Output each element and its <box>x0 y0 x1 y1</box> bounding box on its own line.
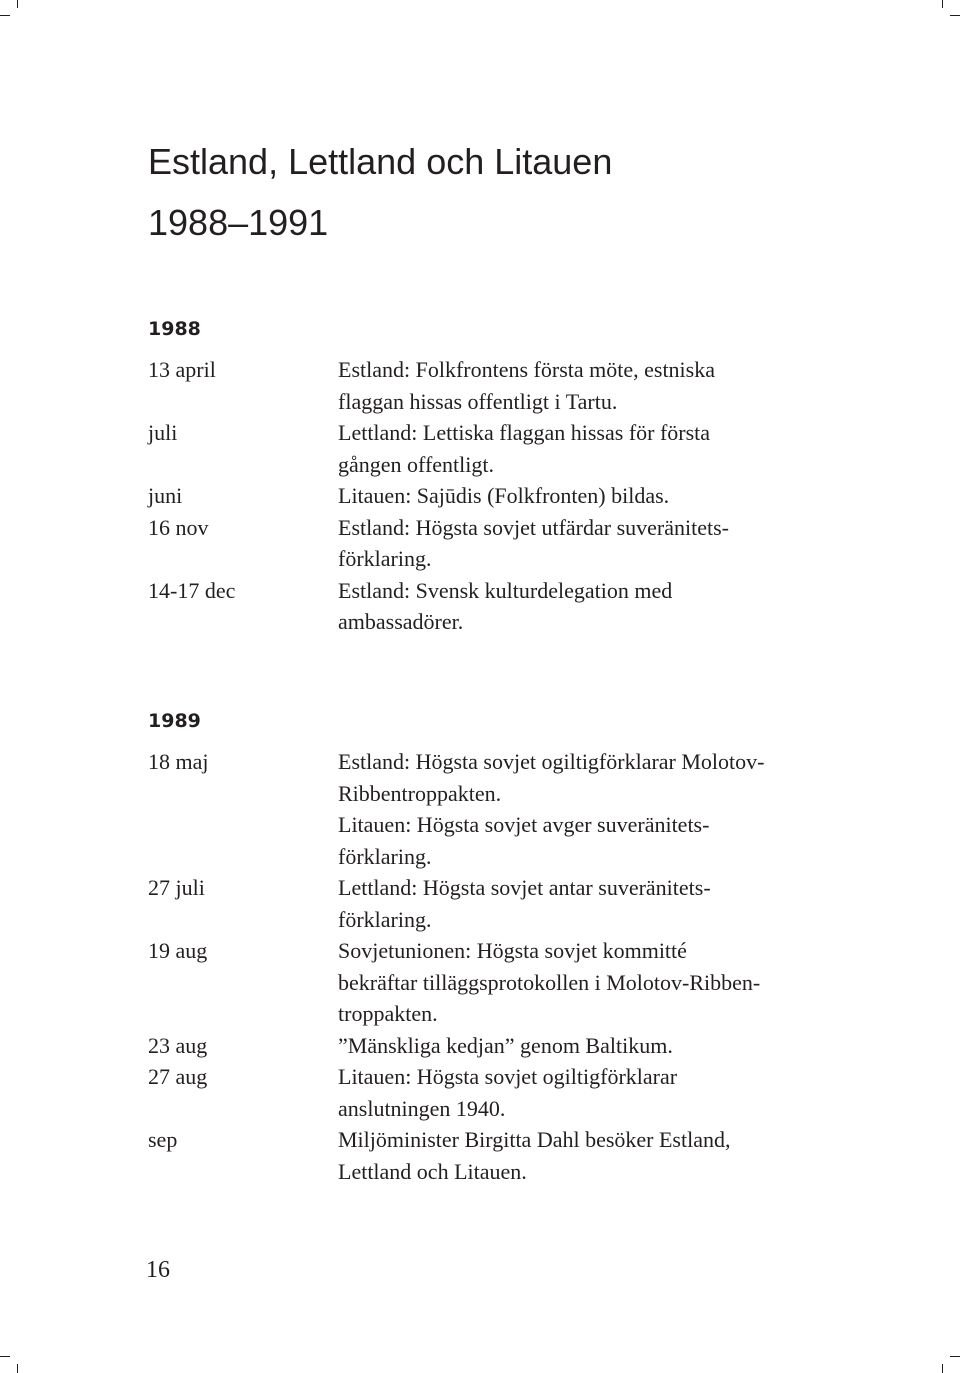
entry-date: 19 aug <box>148 938 208 963</box>
entry-date: 13 april <box>148 357 216 382</box>
entry-text <box>338 935 848 1030</box>
timeline-1988 <box>148 354 848 638</box>
crop-mark <box>942 1364 943 1373</box>
page-title: Estland, Lettland och Litauen <box>148 141 613 182</box>
entry-date: 18 maj <box>148 749 209 774</box>
entry-line: förklaring. <box>338 843 432 869</box>
crop-mark <box>17 0 18 8</box>
timeline-entry <box>148 872 848 935</box>
timeline-entry <box>148 1124 848 1187</box>
entry-date: 14-17 dec <box>148 577 236 603</box>
crop-mark <box>0 1356 10 1357</box>
entry-text <box>338 417 848 480</box>
entry-line: Litauen: Sajūdis (Folkfronten) bildas. <box>338 483 670 508</box>
entry-text <box>338 872 848 935</box>
entry-date: 27 juli <box>148 875 205 900</box>
entry-line: flaggan hissas offentligt i Tartu. <box>338 388 618 414</box>
year-heading-1988: 1988 <box>148 318 201 340</box>
timeline-entry <box>148 1030 848 1062</box>
entry-text <box>338 1124 848 1187</box>
entry-text <box>338 354 848 417</box>
timeline-entry <box>148 575 848 638</box>
timeline-entry <box>148 417 848 480</box>
entry-text <box>338 480 848 512</box>
timeline-entry <box>148 1061 848 1124</box>
timeline-entry <box>148 354 848 417</box>
entry-line: Lettland: Lettiska flaggan hissas för första <box>338 420 711 445</box>
page-subtitle: 1988–1991 <box>148 202 329 243</box>
crop-mark <box>950 1356 960 1357</box>
entry-line: förklaring. <box>338 906 432 932</box>
entry-date: juli <box>148 420 178 445</box>
crop-mark <box>17 1364 18 1373</box>
crop-mark <box>942 0 943 8</box>
timeline-entry <box>148 935 848 1030</box>
entry-date: juni <box>148 483 183 508</box>
entry-line: Miljöminister Birgitta Dahl besöker Estland, <box>338 1127 731 1152</box>
entry-line: Litauen: Högsta sovjet ogiltigförklarar <box>338 1064 678 1089</box>
entry-line: förklaring. <box>338 546 432 571</box>
year-heading-1989: 1989 <box>148 710 201 732</box>
entry-date: 23 aug <box>148 1032 208 1058</box>
entry-line: anslutningen 1940. <box>338 1095 506 1121</box>
entry-line: Sovjetunionen: Högsta sovjet kommitté <box>338 938 687 963</box>
entry-line: Litauen: Högsta sovjet avger suveränitets- <box>338 812 710 837</box>
entry-line: bekräftar tilläggsprotokollen i Molotov-Ribben- <box>338 969 761 995</box>
entry-line: Estland: Högsta sovjet ogiltigförklarar Molotov- <box>338 749 765 774</box>
entry-line: Estland: Högsta sovjet utfärdar suveränitets- <box>338 514 730 540</box>
crop-mark <box>950 15 960 16</box>
crop-mark <box>0 15 10 16</box>
entry-line: gången offentligt. <box>338 451 494 477</box>
entry-text <box>338 512 848 575</box>
entry-text <box>338 1030 848 1062</box>
timeline-1989 <box>148 746 848 1187</box>
entry-line: ”Mänskliga kedjan” genom Baltikum. <box>338 1032 673 1058</box>
entry-line: Lettland och Litauen. <box>338 1158 527 1184</box>
entry-line: ambassadörer. <box>338 609 464 634</box>
entry-date: 27 aug <box>148 1064 208 1089</box>
timeline-entry <box>148 746 848 872</box>
entry-text <box>338 746 848 872</box>
entry-line: Estland: Svensk kulturdelegation med <box>338 577 673 603</box>
entry-text <box>338 1061 848 1124</box>
entry-line: troppakten. <box>338 1001 438 1026</box>
entry-date: sep <box>148 1127 178 1152</box>
entry-line: Ribbentroppakten. <box>338 780 502 806</box>
entry-date: 16 nov <box>148 514 209 540</box>
timeline-entry <box>148 512 848 575</box>
entry-line: Estland: Folkfrontens första möte, estniska <box>338 357 715 382</box>
entry-line: Lettland: Högsta sovjet antar suveränitets- <box>338 875 711 900</box>
timeline-entry <box>148 480 848 512</box>
page-number: 16 <box>146 1257 170 1283</box>
entry-text <box>338 575 848 638</box>
